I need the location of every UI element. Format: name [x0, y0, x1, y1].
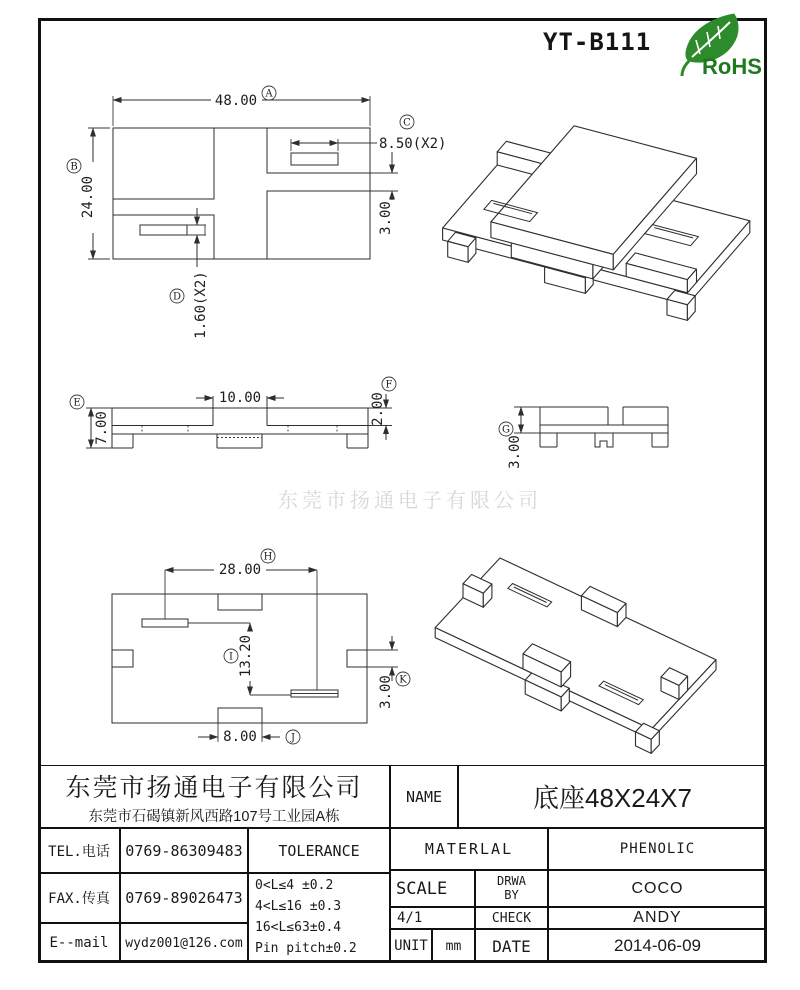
tolerance-row: 0<L≤4 ±0.2 [255, 878, 334, 894]
tolerance-row: 4<L≤16 ±0.3 [255, 899, 342, 915]
material-label: MATERLAL [390, 828, 548, 870]
name-label: NAME [390, 765, 458, 828]
drawn-label: DRWA BY [475, 870, 548, 907]
tolerance-row: Pin pitch±0.2 [255, 940, 357, 956]
dim-bottom-tab-h: 3.00 [378, 675, 394, 709]
tel-value: 0769-86309483 [120, 828, 248, 873]
check-label: CHECK [475, 907, 548, 929]
balloon-e: E [73, 397, 81, 409]
dim-top-slot: 8.50(X2) [379, 136, 447, 152]
balloon-b: B [70, 161, 78, 173]
date-label: DATE [475, 929, 548, 963]
balloon-c: C [403, 117, 411, 129]
dim-top-width: 48.00 [214, 93, 258, 109]
rohs-label: RoHS [702, 54, 762, 79]
tolerance-row: 16<L≤63±0.4 [255, 920, 342, 935]
part-name: 底座48X24X7 [458, 765, 767, 828]
dim-bottom-pitch: 28.00 [218, 562, 262, 578]
dim-bottom-cross: 13.20 [238, 634, 254, 678]
balloon-a: A [265, 88, 273, 100]
balloon-k: K [399, 674, 407, 686]
dim-end-height: 3.00 [507, 435, 523, 469]
date-value: 2014-06-09 [548, 929, 767, 963]
unit-label: UNIT [390, 929, 432, 963]
fax-label: FAX.传真 [38, 873, 120, 923]
watermark-text: 东莞市扬通电子有限公司 [278, 490, 542, 512]
dim-top-height: 24.00 [80, 175, 96, 219]
balloon-f: F [385, 379, 393, 391]
unit-value: mm [432, 929, 475, 963]
side-view [70, 377, 396, 448]
company-address: 东莞市石碣镇新风西路107号工业园A栋 [88, 808, 340, 825]
bottom-view [112, 549, 410, 745]
tolerance-header: TOLERANCE [248, 828, 390, 873]
scale-label: SCALE [390, 870, 475, 907]
balloon-j: J [290, 732, 296, 744]
checked-by-value: ANDY [548, 907, 767, 929]
iso-view-assembled [443, 126, 750, 321]
balloon-d: D [172, 291, 182, 303]
dim-side-height: 7.00 [94, 411, 110, 445]
balloon-g: G [502, 424, 510, 436]
email-label: E--mail [38, 923, 120, 963]
dim-side-plate: 2.00 [370, 392, 386, 426]
dim-top-offset: 3.00 [378, 201, 394, 235]
iso-view-base [435, 558, 716, 753]
material-value: PHENOLIC [548, 828, 767, 870]
dim-side-center: 10.00 [218, 390, 262, 406]
drawn-by-value: COCO [548, 870, 767, 907]
balloon-h: H [263, 551, 273, 563]
company-cell [38, 765, 390, 828]
top-view [67, 86, 446, 339]
tolerance-table [248, 873, 390, 963]
tel-label: TEL.电话 [38, 828, 120, 873]
company-name: 东莞市扬通电子有限公司 [65, 773, 363, 802]
part-number: YT-B111 [543, 28, 652, 56]
scale-value: 4/1 [390, 907, 475, 929]
balloon-i: I [229, 651, 233, 663]
dim-top-pin: 1.60(X2) [193, 271, 209, 339]
email-value: wydz001@126.com [120, 923, 248, 963]
fax-value: 0769-89026473 [120, 873, 248, 923]
dim-bottom-tab: 8.00 [223, 729, 257, 745]
end-view [499, 407, 668, 469]
